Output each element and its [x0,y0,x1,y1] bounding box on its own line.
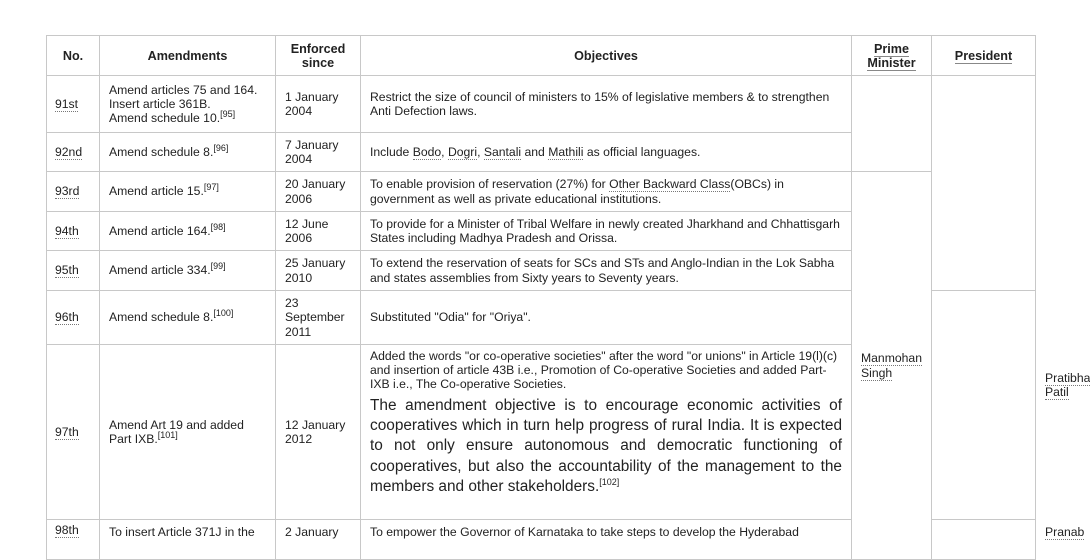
objective-cell [361,133,852,172]
row-number-cell [47,133,100,172]
objective-text: , [441,144,448,159]
objective-cell: Restrict the size of council of ministers to 15% of legislative members & to strengthen Anti Defection laws. [361,76,852,133]
row-number-cell [47,76,100,133]
enforced-cell: 23 September 2011 [276,291,361,345]
reference-link[interactable]: [101] [157,429,178,440]
amendment-cell [100,172,276,212]
president-link[interactable]: Pranab [1045,525,1085,539]
amendment-number-link[interactable]: 97th [55,424,79,439]
language-link-mathili[interactable]: Mathili [548,144,584,159]
amendment-number-link[interactable]: 94th [55,223,79,238]
row-number-cell [47,172,100,212]
enforced-cell: 12 June 2006 [276,212,361,251]
col-header-objectives-label: Objectives [574,48,638,63]
amendment-text-line: Insert article 361B. [109,96,211,111]
col-header-prime-minister[interactable] [852,36,932,76]
enforced-cell: 12 January 2012 [276,345,361,520]
amendment-text: Amend Art 19 and added Part IXB. [109,417,244,446]
amendment-text-line: Amend schedule 10. [109,111,221,126]
objective-text: Added the words "or co-operative societies" after the word "or unions" in Article 19(l)(c) and insertion of article 43B i.e., Promotion of Co-operative Societies and added Part-IXB i.e., The Co-operative Societies. [370,349,838,392]
amendment-text: Amend schedule 8. [109,310,214,325]
prime-minister-cell-continued [932,520,1036,560]
pm-header-line-1: Prime [873,41,909,56]
language-link-bodo[interactable]: Bodo [412,144,442,159]
language-link-santali[interactable]: Santali [483,144,522,159]
amendment-number-link[interactable]: 91st [55,96,79,111]
objective-extended-text [370,396,842,498]
amendment-number-link[interactable]: 98th [55,523,79,537]
amendment-number-link[interactable]: 95th [55,263,79,278]
amendment-cell: To insert Article 371J in the [100,520,276,560]
row-number-cell [47,345,100,520]
reference-link[interactable]: [96] [213,142,229,153]
enforced-cell: 7 January 2004 [276,133,361,172]
objective-cell: To provide for a Minister of Tribal Welfare in newly created Jharkhand and Chhattisgarh States including Madhya Pradesh and Orissa. [361,212,852,251]
pm-header-line-2: Minister [867,55,916,70]
reference-link[interactable]: [102] [599,477,620,488]
row-number-cell [47,251,100,291]
amendment-cell [100,76,276,133]
amendment-cell [100,291,276,345]
enforced-cell: 20 January 2006 [276,172,361,212]
objective-text: and [521,144,549,159]
objective-text: (OBCs) in government as well as private educational institutions. [370,177,784,206]
language-link-dogri[interactable]: Dogri [447,144,478,159]
amendment-text: Amend article 164. [109,223,211,238]
prime-minister-link[interactable]: Manmohan Singh [861,351,922,380]
amendments-table [46,35,1090,560]
col-header-president[interactable] [932,36,1036,76]
president-header-link[interactable]: President [954,48,1013,63]
amendment-text: Amend schedule 8. [109,144,214,159]
amendment-cell [100,133,276,172]
row-number-cell [47,520,100,560]
reference-link[interactable]: [100] [213,308,234,319]
col-header-enforced-label-2: since [301,55,335,70]
amendment-cell [100,251,276,291]
amendment-number-link[interactable]: 96th [55,310,79,325]
objective-extended-paragraph: The amendment objective is to encourage economic activities of cooperatives which in turn help progress of rural India. It is expected to not only ensure autonomous and democratic functioning of cooperatives, but also the accountability of the management to the members and other stakeholders. [370,396,842,496]
enforced-cell: 2 January [276,520,361,560]
amendment-cell [100,212,276,251]
obc-link[interactable]: Other Backward Class [609,177,731,192]
prime-minister-cell [852,172,932,560]
col-header-objectives[interactable] [361,36,852,76]
enforced-cell: 1 January 2004 [276,76,361,133]
row-number-cell [47,291,100,345]
objective-text: , [477,144,484,159]
table-row [47,172,1036,212]
objective-cell: Substituted "Odia" for "Oriya". [361,291,852,345]
objective-text: To enable provision of reservation (27%) for [370,177,610,192]
objective-cell [361,172,852,212]
objective-cell [361,345,852,520]
amendment-number-link[interactable]: 93rd [55,184,80,199]
col-header-enforced-label-1: Enforced [290,41,346,56]
col-header-no-label: No. [62,48,84,63]
row-number-cell [47,212,100,251]
reference-link[interactable]: [99] [210,261,226,272]
president-link[interactable]: Pratibha Patil [1045,370,1090,399]
col-header-amendments-label: Amendments [147,48,228,63]
amendment-number-link[interactable]: 92nd [55,144,83,159]
objective-text: Include [370,144,413,159]
objective-text: as official languages. [583,144,701,159]
reference-link[interactable]: [95] [220,109,236,120]
reference-link[interactable]: [97] [203,182,219,193]
table-row [47,76,1036,133]
col-header-enforced[interactable] [276,36,361,76]
enforced-cell: 25 January 2010 [276,251,361,291]
prime-minister-cell-empty [852,76,932,172]
col-header-amendments[interactable] [100,36,276,76]
amendment-cell [100,345,276,520]
objective-cell: To extend the reservation of seats for SCs and STs and Anglo-Indian in the Lok Sabha and states assemblies from Sixty years to Seventy years. [361,251,852,291]
header-row [47,36,1036,76]
objective-cell: To empower the Governor of Karnataka to take steps to develop the Hyderabad [361,520,852,560]
president-cell-empty [932,76,1036,291]
prime-minister-header-link[interactable] [867,42,915,71]
amendment-text: Amend article 15. [109,184,204,199]
amendment-text: Amend article 334. [109,263,211,278]
amendments-table-container [46,35,1090,560]
amendment-text-line: Amend articles 75 and 164. [109,82,258,97]
reference-link[interactable]: [98] [210,221,226,232]
col-header-no[interactable] [47,36,100,76]
